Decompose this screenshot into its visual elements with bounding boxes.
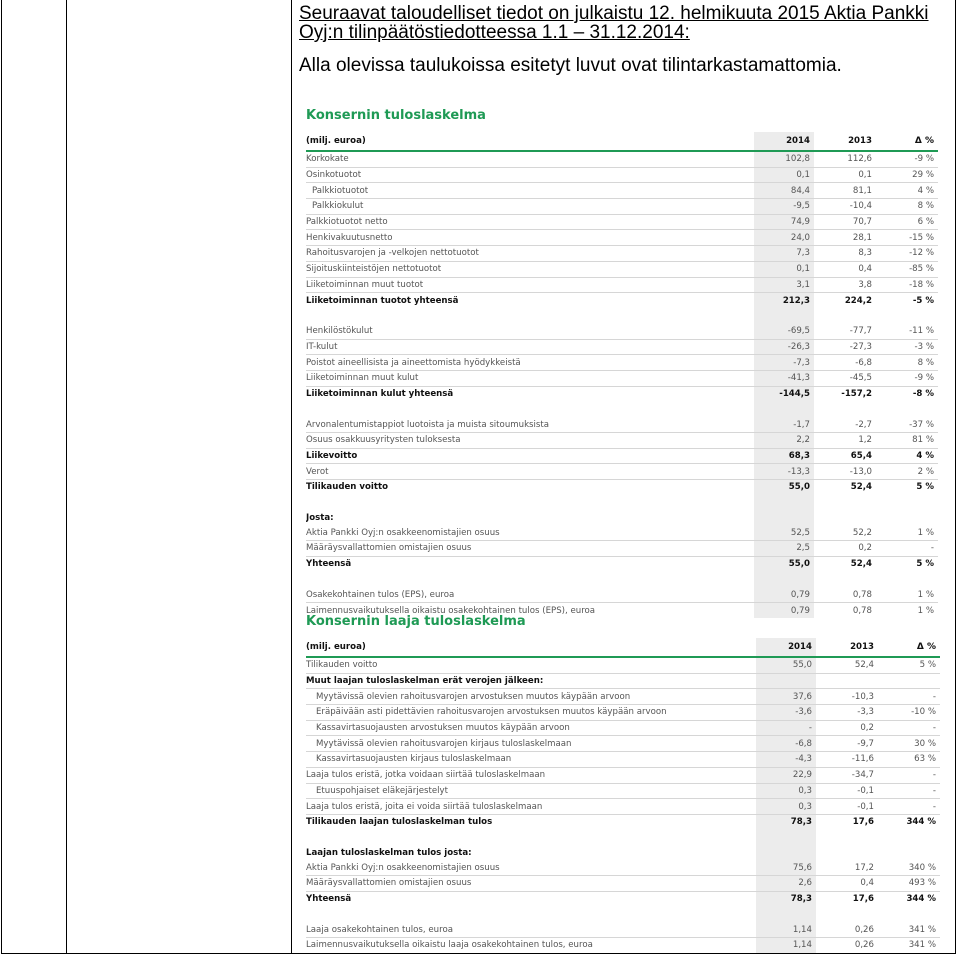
table-row xyxy=(306,556,938,571)
row-label: Tilikauden voitto xyxy=(306,482,388,493)
row-label: Liiketoiminnan muut kulut xyxy=(306,370,754,386)
header-delta: Δ % xyxy=(876,132,938,151)
row-label: Kassavirtasuojausten kirjaus tuloslaskelmaan xyxy=(306,752,756,768)
table-row xyxy=(306,417,938,432)
value-2013 xyxy=(814,511,876,526)
value-2014: -4,3 xyxy=(756,752,816,768)
row-label: Josta: xyxy=(306,513,334,524)
content-cell xyxy=(299,0,955,951)
value-delta: 2 % xyxy=(876,464,938,480)
row-label: Määräysvallattomien omistajien osuus xyxy=(306,541,754,557)
row-label: Poistot aineellisista ja aineettomista hyödykkeistä xyxy=(306,355,754,371)
value-delta: - xyxy=(876,541,938,557)
table-row xyxy=(306,355,938,371)
intro-line-2: Oyj:n tilinpäätöstiedotteessa 1.1 – 31.12.2014: xyxy=(299,22,690,43)
table-header-row xyxy=(306,638,940,657)
value-2013: 0,2 xyxy=(816,720,878,736)
value-2013: 81,1 xyxy=(814,183,876,199)
value-2013 xyxy=(816,673,878,689)
header-year-2014: 2014 xyxy=(756,638,816,657)
row-label: Sijoituskiinteistöjen nettotuotot xyxy=(306,261,754,277)
table-row xyxy=(306,752,940,768)
value-2013: 28,1 xyxy=(814,230,876,246)
value-2013: 17,6 xyxy=(852,893,874,904)
value-delta: -12 % xyxy=(876,246,938,262)
value-2013: 70,7 xyxy=(814,214,876,230)
value-2014: 68,3 xyxy=(754,448,814,464)
row-label: Laimennusvaikutuksella oikaistu laaja osakekohtainen tulos, euroa xyxy=(306,940,593,951)
value-delta: -10 % xyxy=(878,705,940,721)
value-2013: 17,2 xyxy=(816,860,878,875)
value-2014: 75,6 xyxy=(756,860,816,875)
value-2013: 0,26 xyxy=(816,922,878,937)
value-2014 xyxy=(756,846,816,861)
row-label: Arvonalentumistappiot luotoista ja muista sitoumuksista xyxy=(306,417,754,432)
table-header-row xyxy=(306,132,938,151)
value-2014: 1,14 xyxy=(756,922,816,937)
row-label: IT-kulut xyxy=(306,339,754,355)
row-label: Henkivakuutusnetto xyxy=(306,230,754,246)
value-delta: -85 % xyxy=(876,261,938,277)
table-row xyxy=(306,938,940,953)
table-row xyxy=(306,525,938,540)
value-2014: 37,6 xyxy=(756,689,816,705)
value-delta: -9 % xyxy=(876,370,938,386)
value-delta: - xyxy=(878,689,940,705)
value-2014: - xyxy=(756,720,816,736)
value-2014: -69,5 xyxy=(754,324,814,339)
value-2013: 8,3 xyxy=(814,246,876,262)
row-label: Palkkiotuotot netto xyxy=(306,214,754,230)
value-2013: -27,3 xyxy=(814,339,876,355)
table-row xyxy=(306,860,940,875)
value-2014: -13,3 xyxy=(754,464,814,480)
column-divider-2 xyxy=(291,0,292,954)
value-delta: 6 % xyxy=(876,214,938,230)
table-row xyxy=(306,151,938,167)
table-row xyxy=(306,814,940,829)
table-row xyxy=(306,370,938,386)
value-2013: 0,2 xyxy=(814,541,876,557)
value-delta: -15 % xyxy=(876,230,938,246)
value-2014: 52,5 xyxy=(754,525,814,540)
value-delta: -5 % xyxy=(912,295,934,306)
value-2013: -10,3 xyxy=(816,689,878,705)
value-2014: 74,9 xyxy=(754,214,814,230)
value-2014: 212,3 xyxy=(754,293,814,308)
value-delta: 1 % xyxy=(917,605,934,616)
header-year-2013: 2013 xyxy=(816,638,878,657)
row-label: Palkkiotuotot xyxy=(306,183,754,199)
table-row xyxy=(306,875,940,891)
table-row xyxy=(306,480,938,495)
comprehensive-income-title: Konsernin laaja tuloslaskelma xyxy=(306,614,526,629)
table-row xyxy=(306,657,940,673)
income-statement-table xyxy=(306,132,938,618)
column-divider-1 xyxy=(66,0,67,954)
value-delta xyxy=(878,846,940,861)
value-2014: 24,0 xyxy=(754,230,814,246)
value-delta: 8 % xyxy=(876,355,938,371)
value-delta: 1 % xyxy=(876,588,938,603)
comprehensive-income-table xyxy=(306,638,940,953)
value-delta: 344 % xyxy=(906,817,936,828)
table-row xyxy=(306,230,938,246)
value-delta: 1 % xyxy=(876,525,938,540)
value-2014: 0,1 xyxy=(754,261,814,277)
row-label: Osakekohtainen tulos (EPS), euroa xyxy=(306,588,754,603)
value-2013: -3,3 xyxy=(816,705,878,721)
table-row xyxy=(306,199,938,215)
value-2014: 2,6 xyxy=(756,875,816,891)
value-2013: 0,78 xyxy=(814,588,876,603)
row-label: Yhteensä xyxy=(306,893,352,904)
table-row xyxy=(306,261,938,277)
value-delta: 5 % xyxy=(916,559,934,570)
value-2013: -13,0 xyxy=(814,464,876,480)
row-label: Verot xyxy=(306,464,754,480)
table-row xyxy=(306,673,940,689)
value-2013: -0,1 xyxy=(816,799,878,815)
value-2014: 0,1 xyxy=(754,167,814,183)
value-2013 xyxy=(816,846,878,861)
table-row xyxy=(306,339,938,355)
table-row xyxy=(306,464,938,480)
value-2013: 0,4 xyxy=(816,875,878,891)
value-2014 xyxy=(754,511,814,526)
row-label: Määräysvallattomien omistajien osuus xyxy=(306,875,756,891)
intro-line-1: Seuraavat taloudelliset tiedot on julkaistu 12. helmikuuta 2015 Aktia Pankki xyxy=(299,3,929,24)
table-row xyxy=(306,167,938,183)
value-2014: 0,79 xyxy=(754,603,814,618)
row-label: Myytävissä olevien rahoitusvarojen kirjaus tuloslaskelmaan xyxy=(306,736,756,752)
value-2014: -9,5 xyxy=(754,199,814,215)
value-2014: 84,4 xyxy=(754,183,814,199)
row-label: Liikevoitto xyxy=(306,448,754,464)
table-row xyxy=(306,541,938,557)
table-row xyxy=(306,293,938,308)
value-2014: -41,3 xyxy=(754,370,814,386)
value-delta: 340 % xyxy=(878,860,940,875)
value-delta: -3 % xyxy=(876,339,938,355)
value-delta: 30 % xyxy=(878,736,940,752)
value-2013: 3,8 xyxy=(814,277,876,293)
value-delta: -9 % xyxy=(876,151,938,167)
value-2013: 52,2 xyxy=(814,525,876,540)
value-2014 xyxy=(756,673,816,689)
value-delta: - xyxy=(878,783,940,799)
value-2013: -34,7 xyxy=(816,767,878,783)
row-label: Kassavirtasuojausten arvostuksen muutos käypään arvoon xyxy=(306,720,756,736)
row-label: Aktia Pankki Oyj:n osakkeenomistajien osuus xyxy=(306,860,756,875)
table-row xyxy=(306,433,938,449)
row-label: Laaja tulos eristä, jotka voidaan siirtää tuloslaskelmaan xyxy=(306,767,756,783)
header-unit-label: (milj. euroa) xyxy=(306,132,754,151)
row-label: Tilikauden laajan tuloslaskelman tulos xyxy=(306,817,493,828)
value-delta xyxy=(876,511,938,526)
value-delta: -8 % xyxy=(912,388,934,399)
value-2014: 0,79 xyxy=(754,588,814,603)
value-2014: -26,3 xyxy=(754,339,814,355)
value-delta: 81 % xyxy=(876,433,938,449)
row-label: Palkkiokulut xyxy=(306,199,754,215)
value-2013: 1,2 xyxy=(814,433,876,449)
value-delta: 493 % xyxy=(878,875,940,891)
value-2013: -9,7 xyxy=(816,736,878,752)
income-statement-title: Konsernin tuloslaskelma xyxy=(306,108,486,123)
value-2014: 78,3 xyxy=(756,891,816,906)
value-2013: 0,1 xyxy=(814,167,876,183)
value-2013: 0,26 xyxy=(854,940,874,951)
value-2014: 2,5 xyxy=(754,541,814,557)
value-delta: - xyxy=(878,799,940,815)
table-row xyxy=(306,183,938,199)
table-row xyxy=(306,799,940,815)
table-row xyxy=(306,689,940,705)
intro-text xyxy=(299,4,955,75)
value-2013: -6,8 xyxy=(814,355,876,371)
value-delta: 4 % xyxy=(876,183,938,199)
value-2013: -11,6 xyxy=(816,752,878,768)
table-row xyxy=(306,324,938,339)
table-row xyxy=(306,214,938,230)
row-label: Liiketoiminnan kulut yhteensä xyxy=(306,388,454,399)
table-row xyxy=(306,386,938,401)
value-2013: 224,2 xyxy=(844,295,872,306)
header-year-2013: 2013 xyxy=(814,132,876,151)
header-year-2014: 2014 xyxy=(754,132,814,151)
value-2013: -77,7 xyxy=(814,324,876,339)
value-2013: 52,4 xyxy=(816,657,878,673)
table-row xyxy=(306,588,938,603)
value-2014: -144,5 xyxy=(754,386,814,401)
value-2014: 55,0 xyxy=(756,657,816,673)
table-row xyxy=(306,277,938,293)
row-label: Muut laajan tuloslaskelman erät verojen jälkeen: xyxy=(306,673,756,689)
value-delta: -11 % xyxy=(876,324,938,339)
value-delta: 8 % xyxy=(876,199,938,215)
value-2013: 52,4 xyxy=(850,482,872,493)
value-2014: 7,3 xyxy=(754,246,814,262)
row-label: Laaja tulos eristä, joita ei voida siirtää tuloslaskelmaan xyxy=(306,799,756,815)
value-2013: -2,7 xyxy=(814,417,876,432)
value-2014: -3,6 xyxy=(756,705,816,721)
value-delta: - xyxy=(878,767,940,783)
value-2014: 0,3 xyxy=(756,783,816,799)
table-row xyxy=(306,705,940,721)
table-row xyxy=(306,511,938,526)
row-label: Eräpäivään asti pidettävien rahoitusvarojen arvostuksen muutos käypään arvoon xyxy=(306,705,756,721)
row-label: Rahoitusvarojen ja -velkojen nettotuotot xyxy=(306,246,754,262)
table-row xyxy=(306,736,940,752)
row-label: Yhteensä xyxy=(306,559,352,570)
row-label: Henkilöstökulut xyxy=(306,324,754,339)
value-2013: -45,5 xyxy=(814,370,876,386)
value-2013: -157,2 xyxy=(841,388,872,399)
table-row xyxy=(306,891,940,906)
row-label: Aktia Pankki Oyj:n osakkeenomistajien osuus xyxy=(306,525,754,540)
value-2013: -10,4 xyxy=(814,199,876,215)
value-2013: -0,1 xyxy=(816,783,878,799)
value-2013: 65,4 xyxy=(814,448,876,464)
table-row xyxy=(306,767,940,783)
value-delta: -18 % xyxy=(876,277,938,293)
value-2014: 1,14 xyxy=(756,938,816,953)
row-label: Osinkotuotot xyxy=(306,167,754,183)
value-delta xyxy=(878,673,940,689)
table-row xyxy=(306,922,940,937)
table-row xyxy=(306,720,940,736)
row-label: Osuus osakkuusyritysten tuloksesta xyxy=(306,433,754,449)
value-2014: -1,7 xyxy=(754,417,814,432)
row-label: Etuuspohjaiset eläkejärjestelyt xyxy=(306,783,756,799)
value-2014: 22,9 xyxy=(756,767,816,783)
value-2014: 55,0 xyxy=(754,556,814,571)
value-2014: 2,2 xyxy=(754,433,814,449)
value-delta: 5 % xyxy=(916,482,934,493)
value-delta: 63 % xyxy=(878,752,940,768)
row-label: Laaja osakekohtainen tulos, euroa xyxy=(306,922,756,937)
table-row xyxy=(306,246,938,262)
value-2014: 78,3 xyxy=(756,814,816,829)
row-label: Laimennusvaikutuksella oikaistu osakekohtainen tulos (EPS), euroa xyxy=(306,605,596,616)
value-2013: 112,6 xyxy=(814,151,876,167)
value-2014: 3,1 xyxy=(754,277,814,293)
value-2014: 0,3 xyxy=(756,799,816,815)
row-label: Korkokate xyxy=(306,151,754,167)
unaudited-note: Alla olevissa taulukoissa esitetyt luvut ovat tilintarkastamattomia. xyxy=(299,55,842,76)
row-label: Laajan tuloslaskelman tulos josta: xyxy=(306,847,472,858)
header-delta: Δ % xyxy=(878,638,940,657)
value-delta: 4 % xyxy=(876,448,938,464)
row-label: Tilikauden voitto xyxy=(306,657,756,673)
value-delta: 341 % xyxy=(908,940,936,951)
header-unit-label: (milj. euroa) xyxy=(306,638,756,657)
value-2014: -7,3 xyxy=(754,355,814,371)
row-label: Liiketoiminnan muut tuotot xyxy=(306,277,754,293)
value-2013: 17,6 xyxy=(852,817,874,828)
value-2013: 52,4 xyxy=(850,559,872,570)
value-delta: - xyxy=(878,720,940,736)
row-label: Myytävissä olevien rahoitusvarojen arvostuksen muutos käypään arvoon xyxy=(306,689,756,705)
value-delta: 5 % xyxy=(878,657,940,673)
value-2013: 0,78 xyxy=(852,605,872,616)
table-row xyxy=(306,783,940,799)
value-delta: 29 % xyxy=(876,167,938,183)
value-2014: 102,8 xyxy=(754,151,814,167)
row-label: Liiketoiminnan tuotot yhteensä xyxy=(306,295,459,306)
value-2014: 55,0 xyxy=(754,480,814,495)
value-2014: -6,8 xyxy=(756,736,816,752)
value-delta: 341 % xyxy=(878,922,940,937)
value-delta: 344 % xyxy=(906,893,936,904)
table-row xyxy=(306,846,940,861)
table-row xyxy=(306,448,938,464)
value-delta: -37 % xyxy=(876,417,938,432)
value-2013: 0,4 xyxy=(814,261,876,277)
